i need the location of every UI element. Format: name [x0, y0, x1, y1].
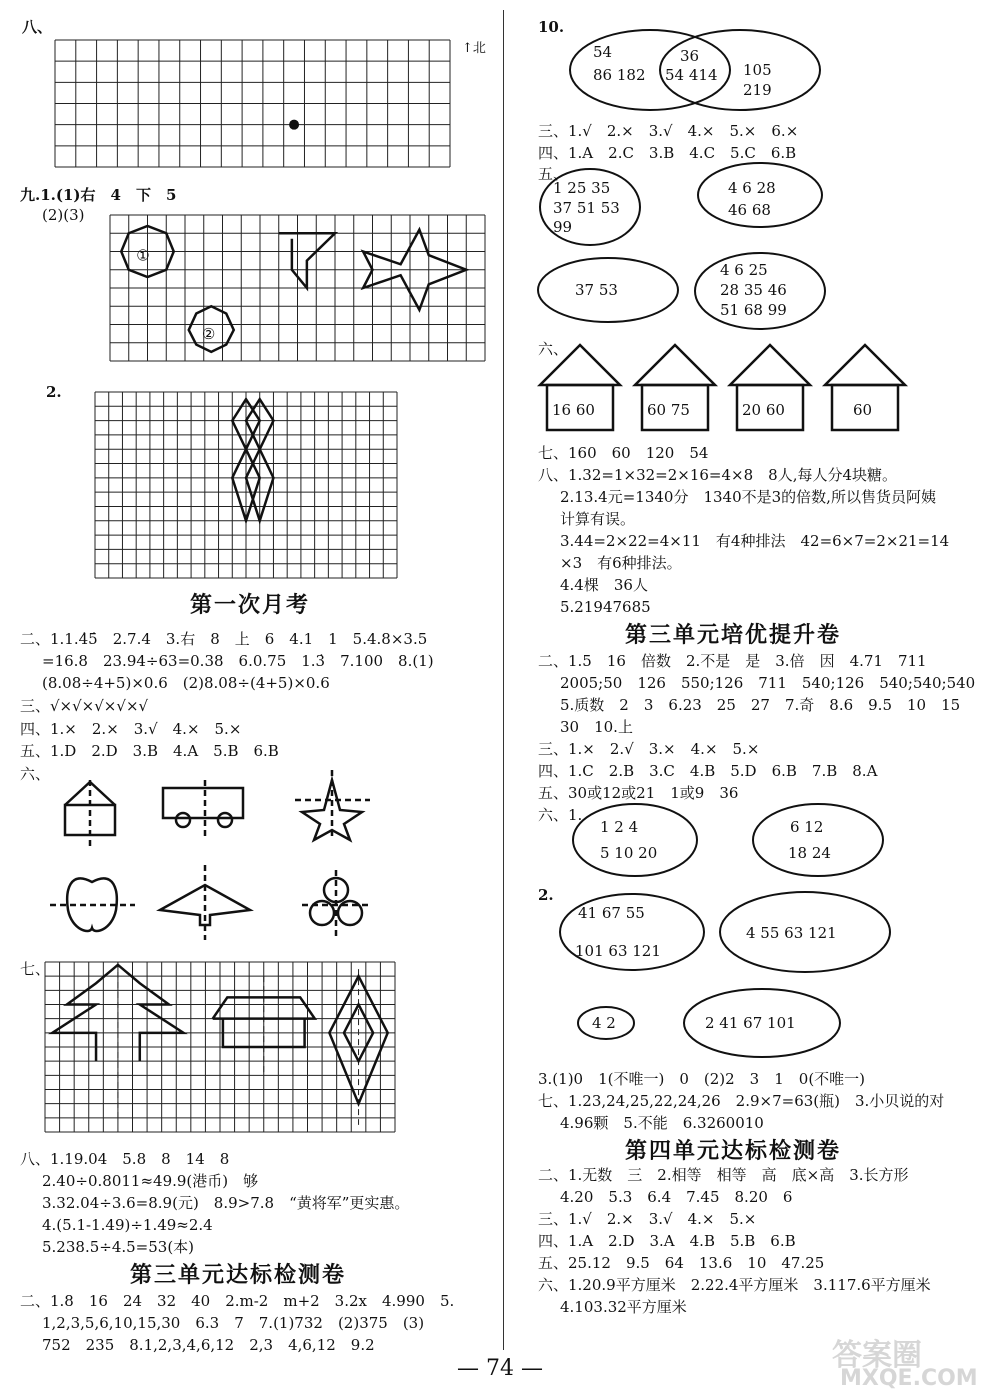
- symmetry-grid-3: [45, 962, 395, 1132]
- right-column: [510, 0, 1000, 1360]
- ov3-1: 37 53: [575, 281, 618, 299]
- title-unit4-standard: 第四单元达标检测卷: [625, 1139, 842, 1164]
- p-line9: 3.(1)0 1(不唯一) 0 (2)2 3 1 0(不唯一): [538, 1070, 866, 1088]
- north-arrow: ↑北: [462, 41, 486, 56]
- ov4-2: 28 35 46: [720, 281, 787, 299]
- r-line7: 2.13.4元=1340分 1340不是3的倍数,所以售货员阿姨: [560, 488, 936, 506]
- r-line12: 5.21947685: [560, 598, 651, 616]
- house-3: 20 60: [742, 401, 785, 419]
- u4-line7: 4.103.32平方厘米: [560, 1298, 687, 1316]
- venn-left-1: 54: [593, 43, 613, 61]
- section-9-line1: 九.1.(1)右 4 下 5: [20, 186, 177, 204]
- exam1-line4: 三、√×√×√×√×√: [20, 697, 149, 715]
- ov4-3: 51 68 99: [720, 301, 787, 319]
- venn-mid-1: 36: [680, 47, 700, 65]
- unit3-line2: 1,2,3,5,6,10,15,30 6.3 7 7.(1)732 (2)375 (3): [42, 1314, 425, 1332]
- r-line3: 五、: [538, 165, 569, 183]
- p-line6: 四、1.C 2.B 3.C 4.B 5.D 6.B 7.B 8.A: [538, 762, 878, 780]
- question-2-label: 2.: [46, 383, 62, 401]
- direction-grid: [55, 40, 450, 167]
- ov2-1: 4 6 28: [728, 179, 776, 197]
- p-ov4-1: 4 55 63 121: [746, 924, 837, 942]
- p-line8: 六、1.: [538, 806, 583, 824]
- symmetry-grid-1: [110, 215, 485, 361]
- title-unit3-standard: 第三单元达标检测卷: [130, 1263, 347, 1288]
- exam1-line13: 5.238.5÷4.5=53(本): [42, 1238, 195, 1256]
- p-ov6-1: 2 41 67 101: [705, 1014, 796, 1032]
- u4-line5: 五、25.12 9.5 64 13.6 10 47.25: [538, 1254, 825, 1272]
- p-line1: 二、1.5 16 倍数 2.不是 是 3.倍 因 4.71 711: [538, 652, 927, 670]
- houses: [535, 340, 925, 440]
- unit3-line3: 752 235 8.1,2,3,4,6,12 2,3 4,6,12 9.2: [42, 1336, 375, 1354]
- number-sets: [535, 165, 905, 335]
- p-ov1-1: 1 2 4: [600, 818, 639, 836]
- p-ov3-2: 101 63 121: [575, 942, 661, 960]
- house-1: 16 60: [552, 401, 595, 419]
- p-ov2-2: 18 24: [788, 844, 831, 862]
- circled-1: ①: [136, 246, 150, 265]
- venn-right-2: 219: [743, 81, 772, 99]
- r-line9: 3.44=2×22=4×11 有4种排法 42=6×7=2×21=14: [560, 532, 950, 550]
- exam1-line8: 七、: [20, 960, 51, 978]
- t-shape: [279, 233, 335, 288]
- house-4: 60: [853, 401, 873, 419]
- venn-left-2: 86 182: [593, 66, 646, 84]
- exam1-line11: 3.32.04÷3.6=8.9(元) 8.9>7.8 “黄将军”更实惠。: [42, 1194, 410, 1212]
- prime-sets: [550, 888, 930, 1048]
- unit3-line1: 二、1.8 16 24 32 40 2.m-2 m+2 3.2x 4.990 5.: [20, 1292, 455, 1310]
- r-line1: 三、1.√ 2.× 3.√ 4.× 5.× 6.×: [538, 122, 799, 140]
- exam1-line6: 五、1.D 2.D 3.B 4.A 5.B 6.B: [20, 742, 279, 760]
- exam1-line3: (8.08÷4+5)×0.6 (2)8.08÷(4+5)×0.6: [42, 674, 330, 692]
- r-line6: 八、1.32=1×32=2×16=4×8 8人,每人分4块糖。: [538, 466, 898, 484]
- p-question2-label: 2.: [538, 886, 554, 904]
- p-ov2-1: 6 12: [790, 818, 824, 836]
- exam1-line5: 四、1.× 2.× 3.√ 4.× 5.×: [20, 720, 242, 738]
- question-10-label: 10.: [538, 18, 565, 36]
- ov1-3: 99: [553, 218, 573, 236]
- section-9-line2: (2)(3): [42, 206, 85, 224]
- ov2-2: 46 68: [728, 201, 771, 219]
- u4-line6: 六、1.20.9平方厘米 2.22.4平方厘米 3.117.6平方厘米: [538, 1276, 931, 1294]
- r-line4: 六、: [538, 340, 569, 358]
- exam1-line7: 六、: [20, 765, 51, 783]
- u4-line3: 三、1.√ 2.× 3.√ 4.× 5.×: [538, 1210, 757, 1228]
- exam1-line2: =16.8 23.94÷63=0.38 6.0.75 1.3̇ 7.100 8.(1): [42, 652, 434, 670]
- ov4-1: 4 6 25: [720, 261, 768, 279]
- p-line4: 30 10.上: [560, 718, 633, 736]
- house-2: 60 75: [647, 401, 690, 419]
- p-line7: 五、30或12或21 1或9 36: [538, 784, 739, 802]
- r-line11: 4.4棵 36人: [560, 576, 648, 594]
- u4-line2: 4.20 5.3 6.4 7.45 8.20 6: [560, 1188, 793, 1206]
- exam1-line10: 2.40÷0.8011≈49.9(港币) 够: [42, 1172, 259, 1190]
- p-line11: 4.96颗 5.不能 6.3260010: [560, 1114, 764, 1132]
- exam1-line1: 二、1.1.4̇5̇ 2.7.4 3.右 8 上 6 4.1 1 5.4.8×3.5: [20, 630, 428, 648]
- title-unit3-advanced: 第三单元培优提升卷: [625, 623, 842, 648]
- watermark-logo: 答案圈: [832, 1338, 922, 1373]
- section-8-label: 八、: [22, 18, 53, 36]
- left-column: [0, 0, 500, 1360]
- p-line2: 2005;50 126 550;126 711 540;126 540;540;540: [560, 674, 976, 692]
- p-ov5-1: 4 2: [592, 1014, 616, 1032]
- venn-diagram: [565, 25, 825, 115]
- p-line5: 三、1.× 2.√ 3.× 4.× 5.×: [538, 740, 760, 758]
- p-ov3-1: 41 67 55: [578, 904, 645, 922]
- u4-line4: 四、1.A 2.D 3.A 4.B 5.B 6.B: [538, 1232, 796, 1250]
- venn-right-1: 105: [743, 61, 772, 79]
- watermark-url: MXQE.COM: [840, 1366, 978, 1391]
- page-number: — 74 —: [457, 1356, 543, 1381]
- factor-sets: [570, 800, 910, 880]
- p-ov1-2: 5 10 20: [600, 844, 658, 862]
- exam1-line12: 4.(5.1-1.49)÷1.49≈2.4: [42, 1216, 213, 1234]
- exam1-line9: 八、1.19.04 5.8 8 14 8: [20, 1150, 230, 1168]
- position-dot: [289, 120, 299, 130]
- r-line10: ×3 有6种排法。: [560, 554, 682, 572]
- p-line10: 七、1.23,24,25,22,24,26 2.9×7=63(瓶) 3.小贝说的对: [538, 1092, 945, 1110]
- r-line8: 计算有误。: [560, 510, 636, 528]
- circled-2: ②: [201, 325, 216, 344]
- r-line5: 七、160 60 120 54: [538, 444, 709, 462]
- u4-line1: 二、1.无数 三 2.相等 相等 高 底×高 3.长方形: [538, 1166, 909, 1184]
- r-line2: 四、1.A 2.C 3.B 4.C 5.C 6.B: [538, 144, 797, 162]
- symmetry-grid-2: [95, 392, 397, 578]
- p-line3: 5.质数 2 3 6.23 25 27 7.奇 8.6 9.5 10 15: [560, 696, 961, 714]
- column-divider: [503, 10, 504, 1350]
- symmetry-figures: [40, 770, 380, 950]
- title-first-monthly-exam: 第一次月考: [190, 593, 311, 618]
- venn-mid-2: 54 414: [665, 66, 718, 84]
- ov1-2: 37 51 53: [553, 199, 620, 217]
- ov1-1: 1 25 35: [553, 179, 611, 197]
